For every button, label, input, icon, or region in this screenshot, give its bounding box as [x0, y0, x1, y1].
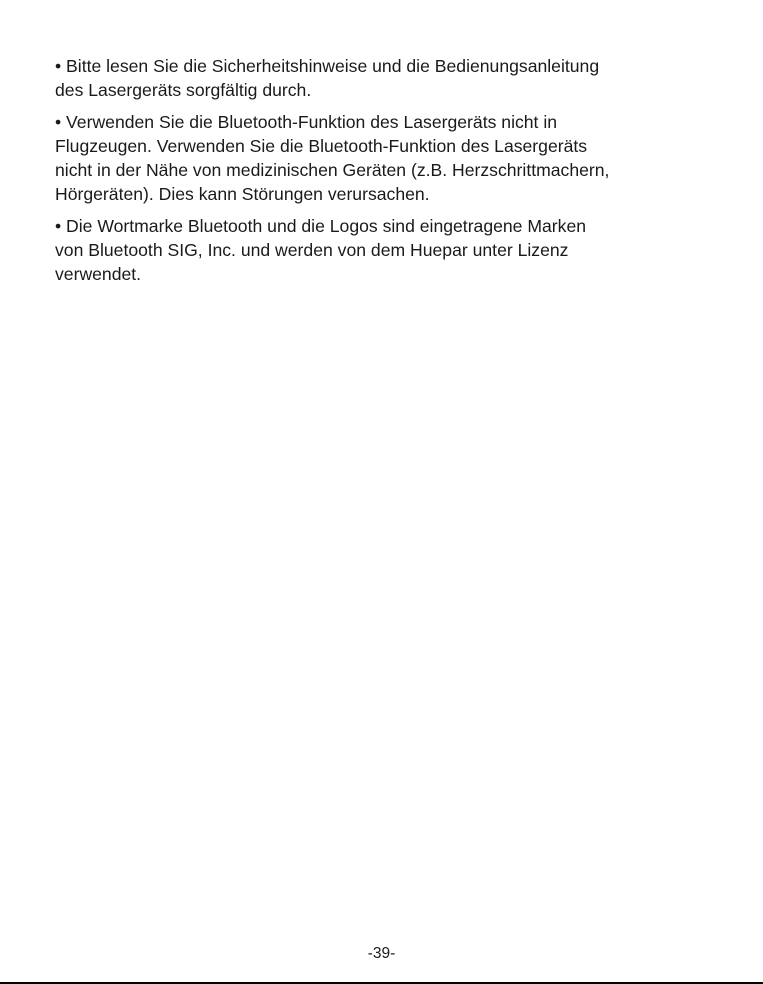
paragraph-safety-instructions: • Bitte lesen Sie die Sicherheitshinweise und die Bedienungsanleitung des Lasergeräts sorgfältig durch. [55, 56, 600, 100]
paragraph-bluetooth-restrictions: • Verwenden Sie die Bluetooth-Funktion des Lasergeräts nicht in Flugzeugen. Verwenden Sie die Bluetooth-Funktion des Lasergeräts nicht in der Nähe von medizinischen Geräten (z.B. Herzschrittmachern, Hörgeräten). Dies kann Störungen verursachen. [55, 112, 610, 204]
paragraph-trademark-notice: • Die Wortmarke Bluetooth und die Logos sind eingetragene Marken von Bluetooth SIG, Inc. und werden von dem Huepar unter Lizenz verwendet. [55, 216, 587, 284]
page-number: -39- [367, 945, 396, 962]
document-body [55, 54, 745, 294]
